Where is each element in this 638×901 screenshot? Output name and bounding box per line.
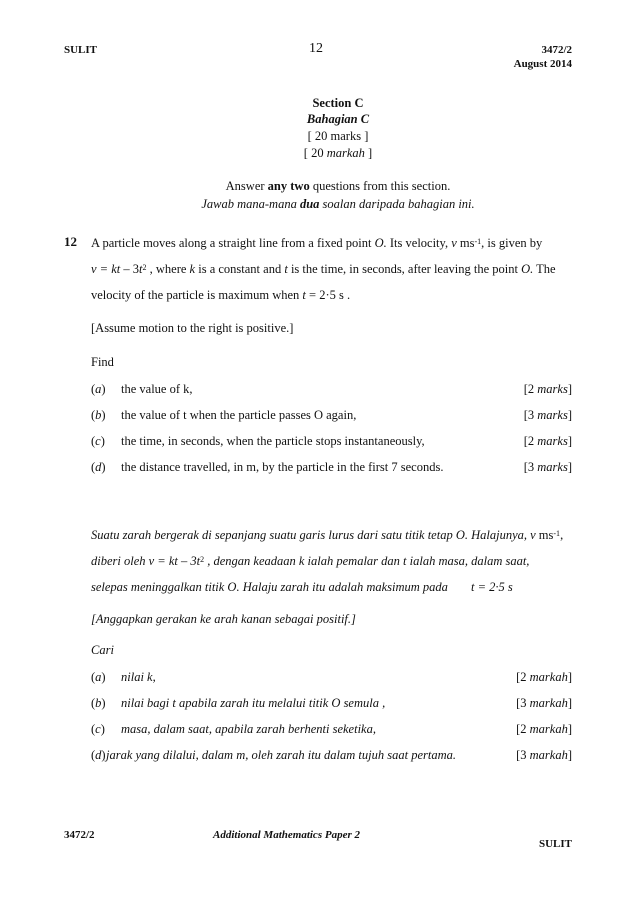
header-date: August 2014 <box>513 58 572 70</box>
sub-question-c <box>0 434 638 450</box>
marks-allocation: [3 markah] <box>516 696 572 710</box>
sub-question-text: the time, in seconds, when the particle stops instantaneously, <box>121 434 425 448</box>
find-label-ms: Cari <box>91 643 114 657</box>
sub-question-label: (a) <box>91 382 106 396</box>
sub-question-text: jarak yang dilalui, dalam m, oleh zarah itu dalam tujuh saat pertama. <box>106 748 456 762</box>
question-stem-line-1: A particle moves along a straight line from a fixed point O. Its velocity, v $ms^{-1}$, is given by <box>91 236 543 250</box>
question-stem-line-3: velocity of the particle is maximum when t = 2·5 s . <box>91 288 351 302</box>
marks-allocation: [2 markah] <box>516 670 572 684</box>
marks-allocation: [2 marks] <box>523 434 572 448</box>
sub-question-b <box>0 408 638 424</box>
marks-allocation: [3 marks] <box>523 460 572 474</box>
sub-question-label: (d) <box>91 748 106 762</box>
section-marks-ms: [ 20 markah ] <box>303 146 373 160</box>
header-code: 3472/2 <box>541 44 572 56</box>
sub-question-ms-b <box>0 696 638 712</box>
marks-allocation: [3 marks] <box>523 408 572 422</box>
question-stem-line-2: v = kt – $3t^2$ , where k is a constant and t is the time, in seconds, after leaving the point O. The <box>91 262 556 276</box>
marks-allocation: [2 markah] <box>516 722 572 736</box>
sub-question-ms-d <box>0 748 638 764</box>
sub-question-ms-c <box>0 722 638 738</box>
sub-question-text: the value of k, <box>121 382 193 396</box>
footer-code: 3472/2 <box>64 829 95 841</box>
sub-question-a <box>0 382 638 398</box>
header-sulit: SULIT <box>64 44 98 56</box>
question-stem-ms-line-2: diberi oleh v = kt – $3t^2$ , dengan keadaan k ialah pemalar dan t ialah masa, dalam saat, <box>91 554 530 568</box>
find-label: Find <box>91 355 114 369</box>
footer-sulit: SULIT <box>538 838 572 850</box>
assumption: [Assume motion to the right is positive.] <box>91 321 294 335</box>
instructions-ms: Jawab mana-mana dua soalan daripada bahagian ini. <box>201 197 475 211</box>
page-number: 12 <box>309 41 323 56</box>
section-marks: [ 20 marks ] <box>307 129 369 143</box>
section-title-ms: Bahagian C <box>306 112 370 126</box>
sub-question-label: (a) <box>91 670 106 684</box>
sub-question-text: the value of t when the particle passes O again, <box>121 408 357 422</box>
sub-question-text: nilai k, <box>121 670 156 684</box>
footer-title: Additional Mathematics Paper 2 <box>213 829 360 841</box>
sub-question-label: (c) <box>91 722 105 736</box>
question-stem-ms-line-1: Suatu zarah bergerak di sepanjang suatu garis lurus dari satu titik tetap O. Halajunya, v $ms^{-1}$, <box>91 528 564 542</box>
sub-question-text: the distance travelled, in m, by the particle in the first 7 seconds. <box>121 460 444 474</box>
sub-question-label: (b) <box>91 696 106 710</box>
sub-question-text: masa, dalam saat, apabila zarah berhenti seketika, <box>121 722 376 736</box>
instructions: Answer any two questions from this section. <box>225 179 451 193</box>
question-stem-ms-time: t = 2·5 s <box>471 580 513 594</box>
sub-question-text: nilai bagi t apabila zarah itu melalui titik O semula , <box>121 696 386 710</box>
sub-question-label: (d) <box>91 460 106 474</box>
sub-question-d <box>0 460 638 476</box>
sub-question-ms-a <box>0 670 638 686</box>
marks-allocation: [3 markah] <box>516 748 572 762</box>
marks-allocation: [2 marks] <box>523 382 572 396</box>
sub-question-label: (b) <box>91 408 106 422</box>
section-title: Section C <box>312 96 364 110</box>
sub-question-label: (c) <box>91 434 105 448</box>
question-stem-ms-line-3: selepas meninggalkan titik O. Halaju zarah itu adalah maksimum pada <box>91 580 448 594</box>
assumption-ms: [Anggapkan gerakan ke arah kanan sebagai positif.] <box>91 612 356 626</box>
question-number: 12 <box>64 234 77 249</box>
